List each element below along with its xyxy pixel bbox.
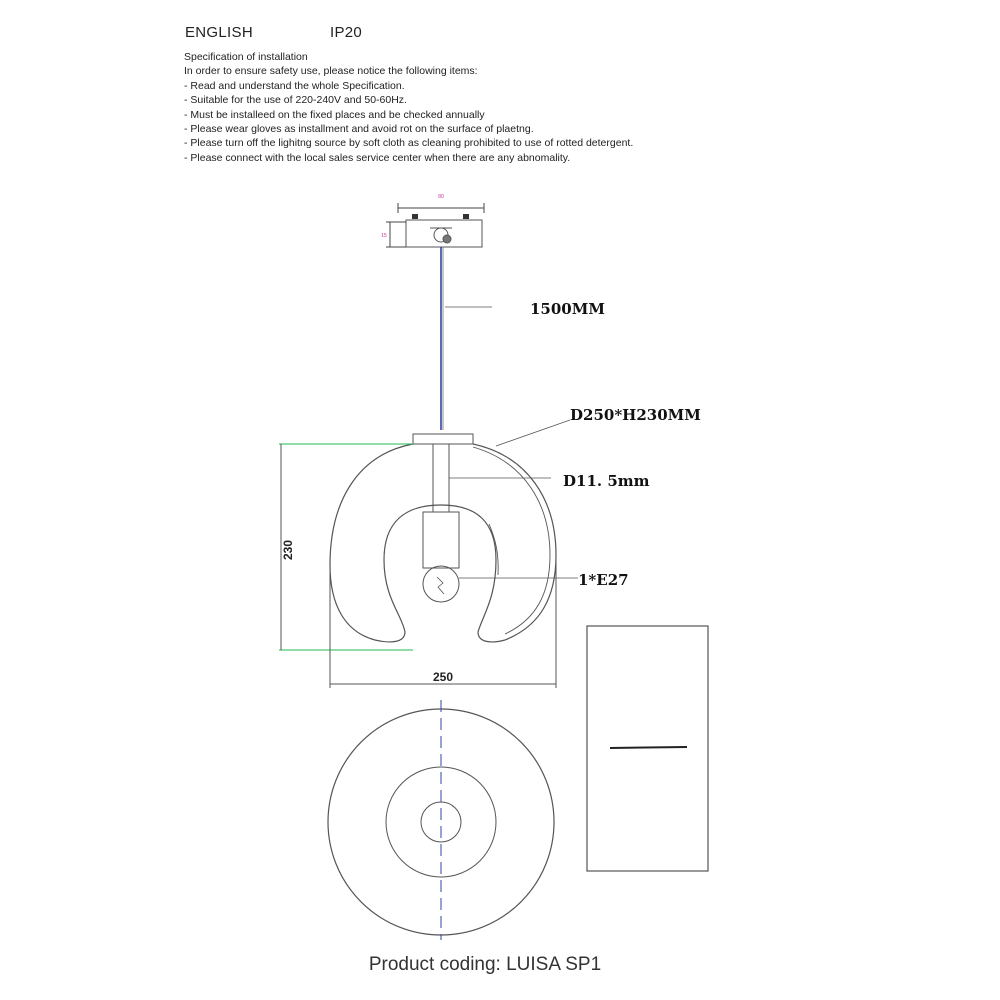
spec-item: - Please wear gloves as installment and avoid rot on the surface of plaetng.: [184, 123, 534, 136]
width-dimension-label: 250: [432, 670, 454, 684]
shade-size-label: D250*H230MM: [570, 406, 701, 424]
canopy-side-view: [587, 626, 708, 871]
lamp-shade-side-view: [330, 434, 556, 642]
rod-diameter-label: D11. 5mm: [563, 472, 650, 490]
ceiling-canopy: [386, 203, 484, 247]
language-label: ENGLISH: [185, 24, 253, 41]
spec-item: - Must be installeed on the fixed places and be checked annually: [184, 108, 485, 121]
height-dimension: [279, 444, 413, 650]
cable-length-label: 1500MM: [530, 300, 605, 318]
spec-item: - Please connect with the local sales service center when there are any abnomality.: [184, 151, 571, 164]
spec-item: - Read and understand the whole Specification.: [184, 79, 405, 92]
width-dimension: [330, 555, 556, 688]
spec-item: - Suitable for the use of 220-240V and 50-60Hz.: [184, 94, 407, 107]
spec-item: - Please turn off the lighitng source by soft cloth as cleaning prohibited to use of rotted detergent.: [184, 137, 634, 150]
bulb-label: 1*E27: [578, 571, 629, 589]
spec-title: Specification of installation: [184, 51, 308, 63]
spec-intro: In order to ensure safety use, please notice the following items:: [184, 65, 478, 78]
ip-rating: IP20: [330, 24, 363, 41]
canopy-width-label: 80: [438, 194, 444, 200]
product-coding: Product coding: LUISA SP1: [368, 954, 602, 975]
canopy-height-label: 15: [381, 233, 387, 239]
height-dimension-label: 230: [281, 539, 295, 560]
